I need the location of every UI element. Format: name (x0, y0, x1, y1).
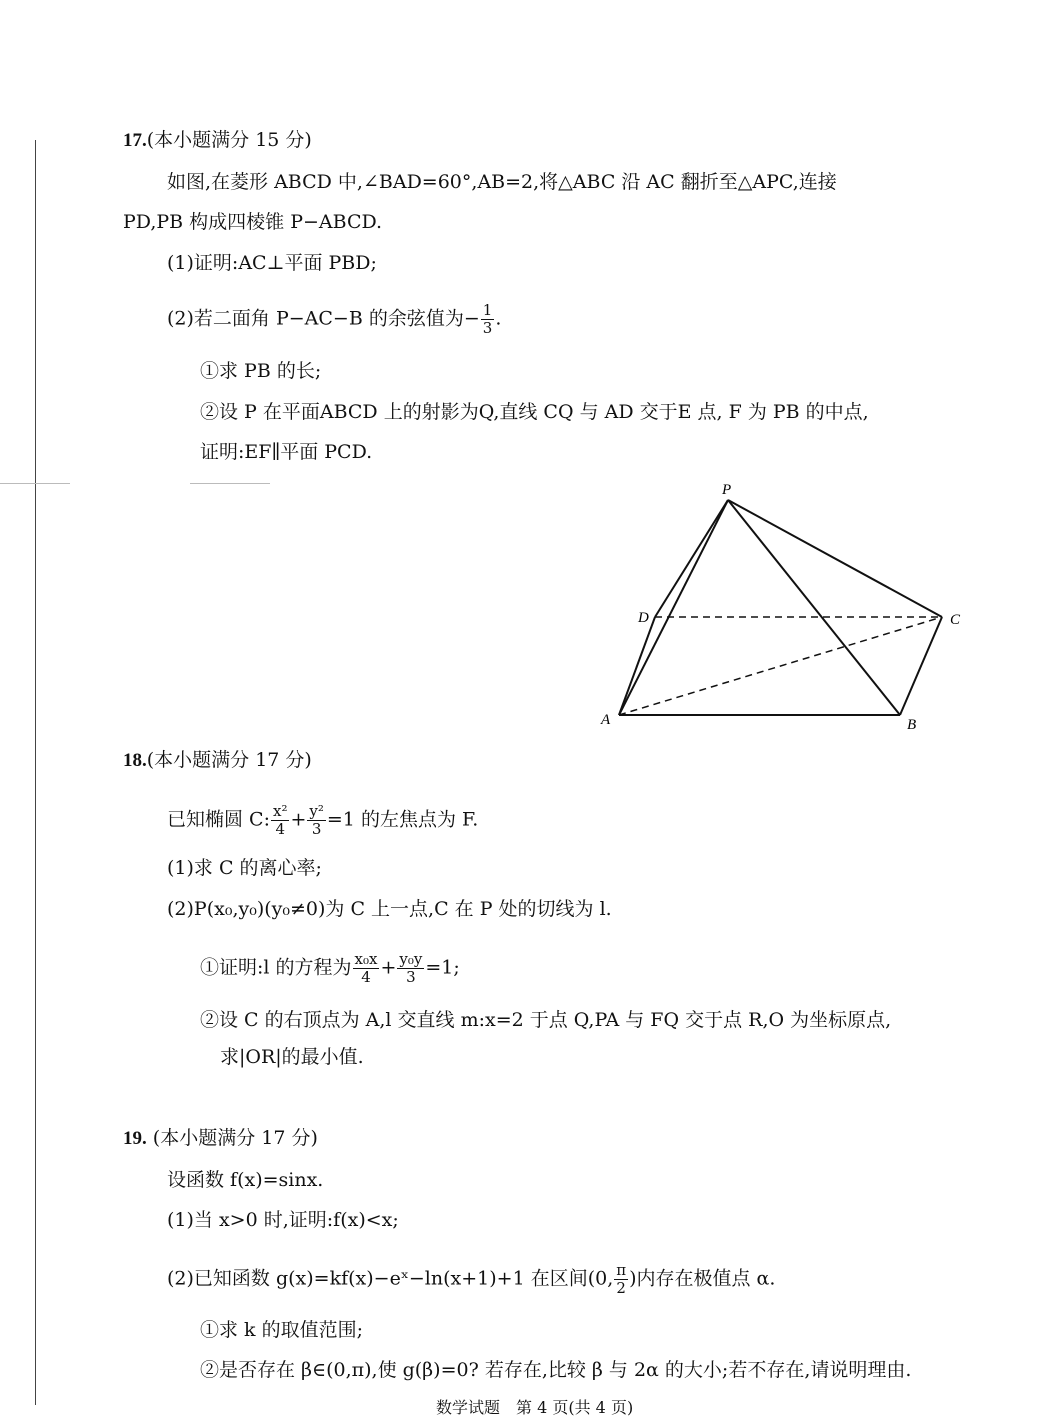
part-2-sub-2: ②设 P 在平面ABCD 上的射影为Q,直线 CQ 与 AD 交于E 点, F 为 PB 的中点, (200, 401, 869, 423)
numerator: y² (309, 802, 324, 820)
part-2-sub-2: ②设 C 的右顶点为 A,l 交直线 m:x=2 于点 Q,PA 与 FQ 交于点 R,O 为坐标原点, (200, 1009, 892, 1031)
fraction (271, 803, 289, 838)
vertex-label-A: A (601, 712, 611, 728)
edge-PD (655, 500, 728, 617)
denominator: 3 (406, 968, 416, 986)
part-2-sub-2: 求|OR|的最小值. (220, 1046, 364, 1068)
part-1: (1)当 x>0 时,证明:f(x)<x; (167, 1209, 399, 1231)
numerator: x² (272, 802, 288, 820)
part-1: (1)证明:AC⊥平面 PBD; (167, 252, 377, 274)
question-number: 17. (123, 130, 147, 151)
numerator: x₀x (354, 950, 378, 968)
question-stem: PD,PB 构成四棱锥 P−ABCD. (123, 211, 383, 233)
text: =1; (425, 956, 460, 979)
question-number: 18. (123, 750, 147, 771)
question-stem (167, 803, 478, 838)
numerator: π (616, 1261, 627, 1279)
vertex-label-B: B (907, 717, 917, 733)
question-stem: 设函数 f(x)=sinx. (167, 1169, 324, 1191)
question-number: 19. (123, 1128, 147, 1149)
edge-PB (728, 500, 900, 715)
vertex-label-P: P (722, 482, 732, 498)
edge-PA (619, 500, 728, 715)
edge-AC-hidden (619, 617, 942, 715)
denominator: 4 (361, 968, 371, 986)
text: ①证明:l 的方程为 (200, 956, 352, 979)
vertex-label-C: C (950, 612, 961, 628)
text: 已知椭圆 C: (167, 808, 270, 831)
page-footer: 数学试题 第 4 页(共 4 页) (436, 1398, 634, 1417)
part-2 (167, 1262, 775, 1297)
fraction (353, 951, 380, 986)
part-2-sub-2: 证明:EF∥平面 PCD. (200, 441, 373, 463)
part-2-sub-2: ②是否存在 β∈(0,π),使 g(β)=0? 若存在,比较 β 与 2α 的大小;若不存在,请说明理由. (200, 1359, 912, 1381)
question-stem: 如图,在菱形 ABCD 中,∠BAD=60°,AB=2,将△ABC 沿 AC 翻折至△APC,连接 (167, 171, 837, 193)
score-note: (本小题满分 17 分) (152, 1127, 318, 1149)
edge-DA (619, 617, 655, 715)
part-2-sub-1: ①求 PB 的长; (200, 360, 322, 382)
text: + (380, 956, 397, 979)
text: . (495, 307, 502, 330)
part-1: (1)求 C 的离心率; (167, 857, 322, 879)
fraction (307, 803, 326, 838)
edge-BC (900, 617, 942, 715)
text: + (290, 808, 307, 831)
part-2-sub-1: ①求 k 的取值范围; (200, 1319, 363, 1341)
numerator: y₀y (399, 950, 423, 968)
fraction (397, 951, 424, 986)
question-header (123, 748, 312, 773)
numerator: 1 (482, 301, 493, 319)
part-2: (2)P(x₀,y₀)(y₀≠0)为 C 上一点,C 在 P 处的切线为 l. (167, 898, 612, 920)
text: =1 的左焦点为 F. (326, 808, 479, 831)
denominator: 2 (616, 1279, 626, 1297)
part-2-sub-1 (200, 951, 460, 986)
text: )内存在极值点 α. (629, 1267, 776, 1290)
score-note: (本小题满分 15 分) (146, 129, 312, 151)
text: (2)若二面角 P−AC−B 的余弦值为− (167, 307, 480, 330)
score-note: (本小题满分 17 分) (146, 749, 312, 771)
edge-PC (728, 500, 942, 617)
question-header (123, 1126, 318, 1151)
denominator: 4 (275, 820, 285, 838)
denominator: 3 (311, 820, 322, 838)
fraction (614, 1262, 628, 1297)
text: (2)已知函数 g(x)=kf(x)−eˣ−ln(x+1)+1 在区间(0, (167, 1267, 614, 1290)
denominator: 3 (482, 319, 493, 337)
vertex-label-D: D (638, 610, 649, 626)
